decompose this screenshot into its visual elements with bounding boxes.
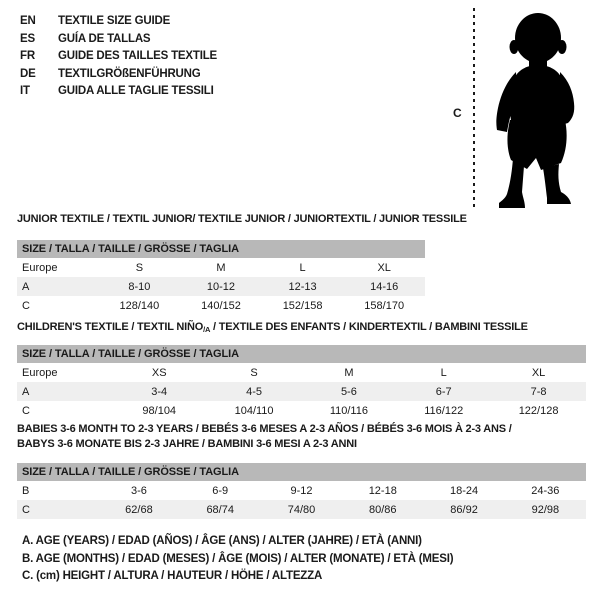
row-label: Europe [22,261,58,274]
table-cell: 74/80 [287,503,316,516]
title-subscript: /A [203,325,211,334]
title-line-2: BABYS 3-6 MONATE BIS 2-3 JAHRE / BAMBINI 3-6 MESI A 2-3 ANNI [17,438,357,450]
table-cell: XL [377,261,391,274]
lang-code: DE [20,67,36,80]
title-line-1: BABIES 3-6 MONTH TO 2-3 YEARS / BEBÉS 3-6 MESES A 2-3 AÑOS / BÉBÉS 3-6 MOIS À 2-3 ANS / [17,423,512,435]
lang-label: GUIDE DES TAILLES TEXTILE [58,50,217,62]
row-label: A [22,280,30,293]
row-label: B [22,484,30,497]
row-label: C [22,299,30,312]
height-measure-label: C [453,106,462,120]
lang-label: TEXTILE SIZE GUIDE [58,15,171,27]
lang-code: EN [20,15,36,27]
table-cell: 104/110 [234,404,274,417]
table-row [17,277,425,296]
baby-silhouette [482,8,594,210]
table-cell: 24-36 [531,484,560,497]
table-row [17,481,586,500]
table-cell: 18-24 [449,484,479,497]
footnote-b: B. AGE (MONTHS) / EDAD (MESES) / ÂGE (MOIS) / ALTER (MONATE) / ETÀ (MESI) [22,552,454,565]
row-label: C [22,404,30,417]
table-cell: 5-6 [340,385,357,398]
table-cell: 92/98 [531,503,560,516]
footnote-c: C. (cm) HEIGHT / ALTURA / HAUTEUR / HÖHE / ALTEZZA [22,570,323,582]
lang-row-fr [20,48,217,66]
table-cell: 68/74 [206,503,234,516]
junior-size-table [17,240,425,315]
table-cell: 86/92 [450,503,478,516]
table-row [17,296,425,315]
table-cell: 116/122 [424,404,464,417]
title-text: / TEXTILE DES ENFANTS / KINDERTEXTIL / BAMBINI TESSILE [210,321,528,333]
babies-size-table [17,463,586,519]
table-cell: 122/128 [518,404,559,417]
section-title-children [17,320,528,337]
lang-row-en [20,13,217,31]
row-label: C [22,503,30,516]
table-cell: 158/170 [364,299,405,312]
table-cell: XL [531,366,546,379]
size-header-bar: SIZE / TALLA / TAILLE / GRÖSSE / TAGLIA [17,345,586,363]
lang-label: GUIDA ALLE TAGLIE TESSILI [58,85,214,97]
table-cell: 14-16 [370,280,399,293]
table-cell: 152/158 [282,299,323,312]
table-cell: 12-13 [288,280,317,293]
table-cell: 9-12 [290,484,313,497]
table-cell: 3-4 [151,385,168,398]
table-row [17,382,586,401]
size-header-bar: SIZE / TALLA / TAILLE / GRÖSSE / TAGLIA [17,240,425,258]
height-measure-figure [450,6,598,212]
table-cell: 98/104 [142,404,177,417]
table-cell: 12-18 [368,484,397,497]
table-cell: S [250,366,258,379]
lang-code: IT [20,85,30,97]
table-cell: 6-9 [212,484,229,497]
table-cell: S [135,261,144,274]
table-cell: 10-12 [206,280,236,293]
section-title-babies [17,422,512,452]
table-cell: XS [151,366,167,379]
table-cell: M [344,366,354,379]
section-title-junior: JUNIOR TEXTILE / TEXTIL JUNIOR/ TEXTILE JUNIOR / JUNIORTEXTIL / JUNIOR TESSILE [17,213,467,225]
table-cell: 80/86 [369,503,397,516]
table-cell: 8-10 [128,280,151,293]
table-cell: 6-7 [435,385,452,398]
table-cell: M [216,261,226,274]
footnote-a: A. AGE (YEARS) / EDAD (AÑOS) / ÂGE (ANS) / ALTER (JAHRE) / ETÀ (ANNI) [22,535,422,547]
table-cell: 140/152 [201,299,241,312]
table-cell: 62/68 [125,503,153,516]
table-row [17,258,425,277]
lang-row-de [20,66,217,84]
lang-label: GUÍA DE TALLAS [58,32,151,45]
footnotes [22,533,453,586]
table-cell: L [299,261,306,274]
table-cell: 128/140 [119,299,160,312]
dashed-measure-line [473,8,475,210]
title-text: CHILDREN'S TEXTILE / TEXTIL NIÑO [17,321,204,333]
lang-code: FR [20,50,35,62]
row-label: A [22,385,30,398]
lang-code: ES [20,32,35,45]
lang-row-it [20,83,217,101]
lang-row-es [20,31,217,49]
table-row [17,500,586,519]
language-header [20,13,217,101]
table-cell: 4-5 [246,385,263,398]
table-row [17,401,586,420]
table-row [17,363,586,382]
children-size-table [17,345,586,420]
table-cell: 110/116 [329,404,368,417]
lang-label: TEXTILGRÖßENFÜHRUNG [58,67,201,80]
size-header-bar: SIZE / TALLA / TAILLE / GRÖSSE / TAGLIA [17,463,586,481]
table-cell: 7-8 [530,385,547,398]
table-cell: 3-6 [130,484,147,497]
table-cell: L [440,366,447,379]
row-label: Europe [22,366,58,379]
